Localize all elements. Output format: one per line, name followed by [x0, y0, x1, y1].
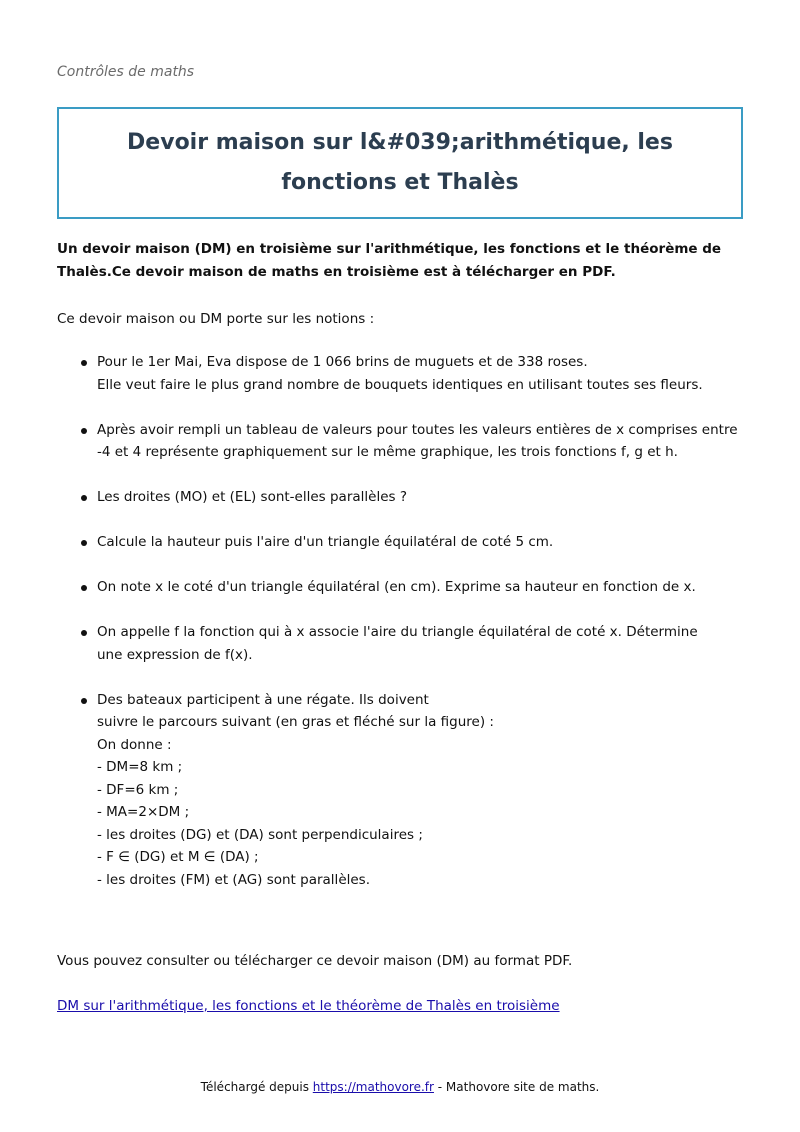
list-item-line: Des bateaux participent à une régate. Ils doivent: [97, 691, 429, 708]
outro-paragraph: Vous pouvez consulter ou télécharger ce devoir maison (DM) au format PDF.: [57, 953, 573, 969]
list-item-line: - les droites (FM) et (AG) sont parallèles.: [97, 871, 370, 888]
list-item-line: - les droites (DG) et (DA) sont perpendiculaires ;: [97, 826, 423, 843]
title-box: [57, 107, 743, 219]
list-item-line: Les droites (MO) et (EL) sont-elles parallèles ?: [97, 489, 408, 505]
list-item-line: On note x le coté d'un triangle équilatéral (en cm). Exprime sa hauteur en fonction de x.: [97, 579, 696, 595]
list-item-line: - F ∈ (DG) et M ∈ (DA) ;: [97, 849, 259, 865]
page-title: Devoir maison sur l&#039;arithmétique, les fonctions et Thalès: [127, 130, 673, 195]
list-item: [77, 486, 737, 509]
list-item-line: - MA=2×DM ;: [97, 804, 190, 820]
list-item-line: suivre le parcours suivant (en gras et fléché sur la figure) :: [97, 714, 494, 730]
footer: [0, 1078, 800, 1096]
list-item-line: Elle veut faire le plus grand nombre de bouquets identiques en utilisant toutes ses fleurs.: [97, 376, 703, 393]
footer-site-link[interactable]: https://mathovore.fr: [312, 1080, 434, 1094]
lead-paragraph: Ce devoir maison ou DM porte sur les notions :: [57, 311, 375, 327]
list-item-line: On appelle f la fonction qui à x associe l'aire du triangle équilatéral de coté x. Détermine: [97, 624, 698, 640]
list-item: [77, 531, 737, 554]
category-label: Contrôles de maths: [57, 64, 195, 80]
footer-suffix: - Mathovore site de maths.: [433, 1080, 600, 1094]
list-item: [77, 419, 737, 464]
list-item: [77, 689, 737, 892]
list-item-line: On donne :: [97, 736, 172, 753]
list-item: [77, 621, 737, 666]
list-item-line: Après avoir rempli un tableau de valeurs pour toutes les valeurs entières de x comprises entre: [97, 421, 738, 438]
list-item-line: -4 et 4 représente graphiquement sur le même graphique, les trois fonctions f, g et h.: [97, 444, 678, 460]
list-item-line: Pour le 1er Mai, Eva dispose de 1 066 brins de muguets et de 338 roses.: [97, 354, 588, 370]
pdf-download-link[interactable]: DM sur l'arithmétique, les fonctions et le théorème de Thalès en troisième: [57, 998, 560, 1014]
list-item: [77, 576, 737, 599]
list-item: [77, 351, 737, 396]
notions-list: [77, 351, 737, 914]
footer-prefix: Téléchargé depuis: [200, 1080, 313, 1094]
list-item-line: - DM=8 km ;: [97, 759, 183, 775]
intro-paragraph: Un devoir maison (DM) en troisième sur l'arithmétique, les fonctions et le théorème de Thalès.Ce devoir maison de maths en troisième est à télécharger en PDF.: [57, 241, 722, 280]
list-item-line: une expression de f(x).: [97, 646, 253, 663]
list-item-line: - DF=6 km ;: [97, 781, 179, 798]
list-item-line: Calcule la hauteur puis l'aire d'un triangle équilatéral de coté 5 cm.: [97, 534, 554, 550]
